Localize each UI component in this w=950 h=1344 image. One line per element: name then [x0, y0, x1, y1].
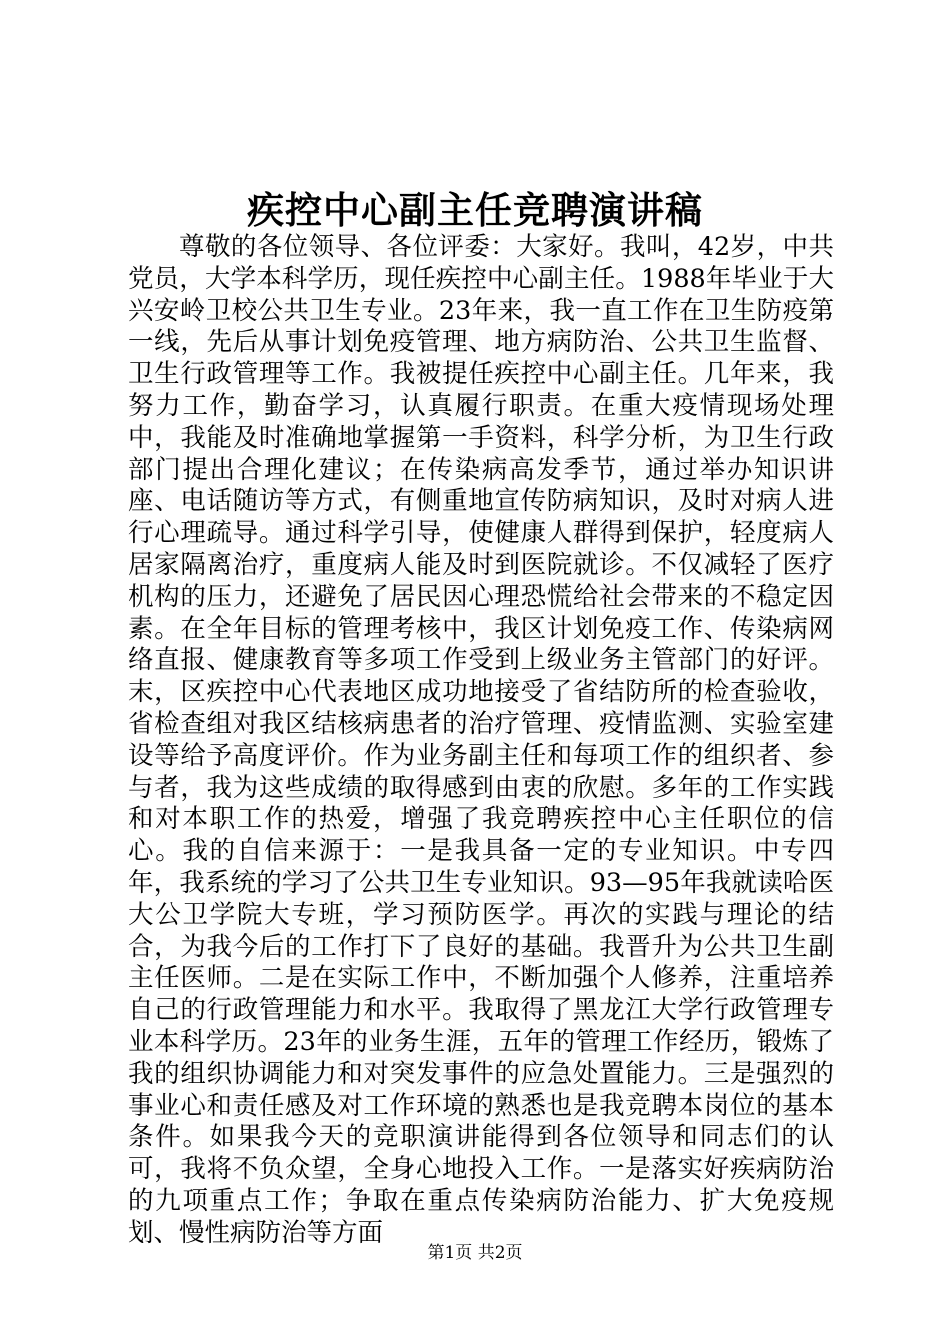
document-body-paragraph: 尊敬的各位领导、各位评委：大家好。我叫，42岁，中共党员，大学本科学历，现任疾控中心副主任。1988年毕业于大兴安岭卫校公共卫生专业。23年来，我一直工作在卫生防疫第一线，先后从事计划免疫管理、地方病防治、公共卫生监督、卫生行政管理等工作。我被提任疾控中心副主任。几年来，我努力工作，勤奋学习，认真履行职责。在重大疫情现场处理中，我能及时准确地掌握第一手资料，科学分析，为卫生行政部门提出合理化建议；在传染病高发季节，通过举办知识讲座、电话随访等方式，有侧重地宣传防病知识，及时对病人进行心理疏导。通过科学引导，使健康人群得到保护，轻度病人居家隔离治疗，重度病人能及时到医院就诊。不仅减轻了医疗机构的压力，还避免了居民因心理恐慌给社会带来的不稳定因素。在全年目标的管理考核中，我区计划免疫工作、传染病网络直报、健康教育等多项工作受到上级业务主管部门的好评。末，区疾控中心代表地区成功地接受了省结防所的检查验收，省检查组对我区结核病患者的治疗管理、疫情监测、实验室建设等给予高度评价。作为业务副主任和每项工作的组织者、参与者，我为这些成绩的取得感到由衷的欣慰。多年的工作实践和对本职工作的热爱，增强了我竞聘疾控中心主任职位的信心。我的自信来源于：一是我具备一定的专业知识。中专四年，我系统的学习了公共卫生专业知识。93—95年我就读哈医大公卫学院大专班，学习预防医学。再次的实践与理论的结合，为我今后的工作打下了良好的基础。我晋升为公共卫生副主任医师。二是在实际工作中，不断加强个人修养，注重培养自己的行政管理能力和水平。我取得了黑龙江大学行政管理专业本科学历。23年的业务生涯，五年的管理工作经历，锻炼了我的组织协调能力和对突发事件的应急处置能力。三是强烈的事业心和责任感及对工作环境的熟悉也是我竞聘本岗位的基本条件。如果我今天的竞职演讲能得到各位领导和同志们的认可，我将不负众望，全身心地投入工作。一是落实好疾病防治的九项重点工作；争取在重点传染病防治能力、扩大免疫规划、慢性病防治等方面	[128, 232, 834, 1248]
document-title: 疾控中心副主任竞聘演讲稿	[247, 188, 703, 232]
page-footer: 第1页 共2页	[427, 1243, 523, 1263]
